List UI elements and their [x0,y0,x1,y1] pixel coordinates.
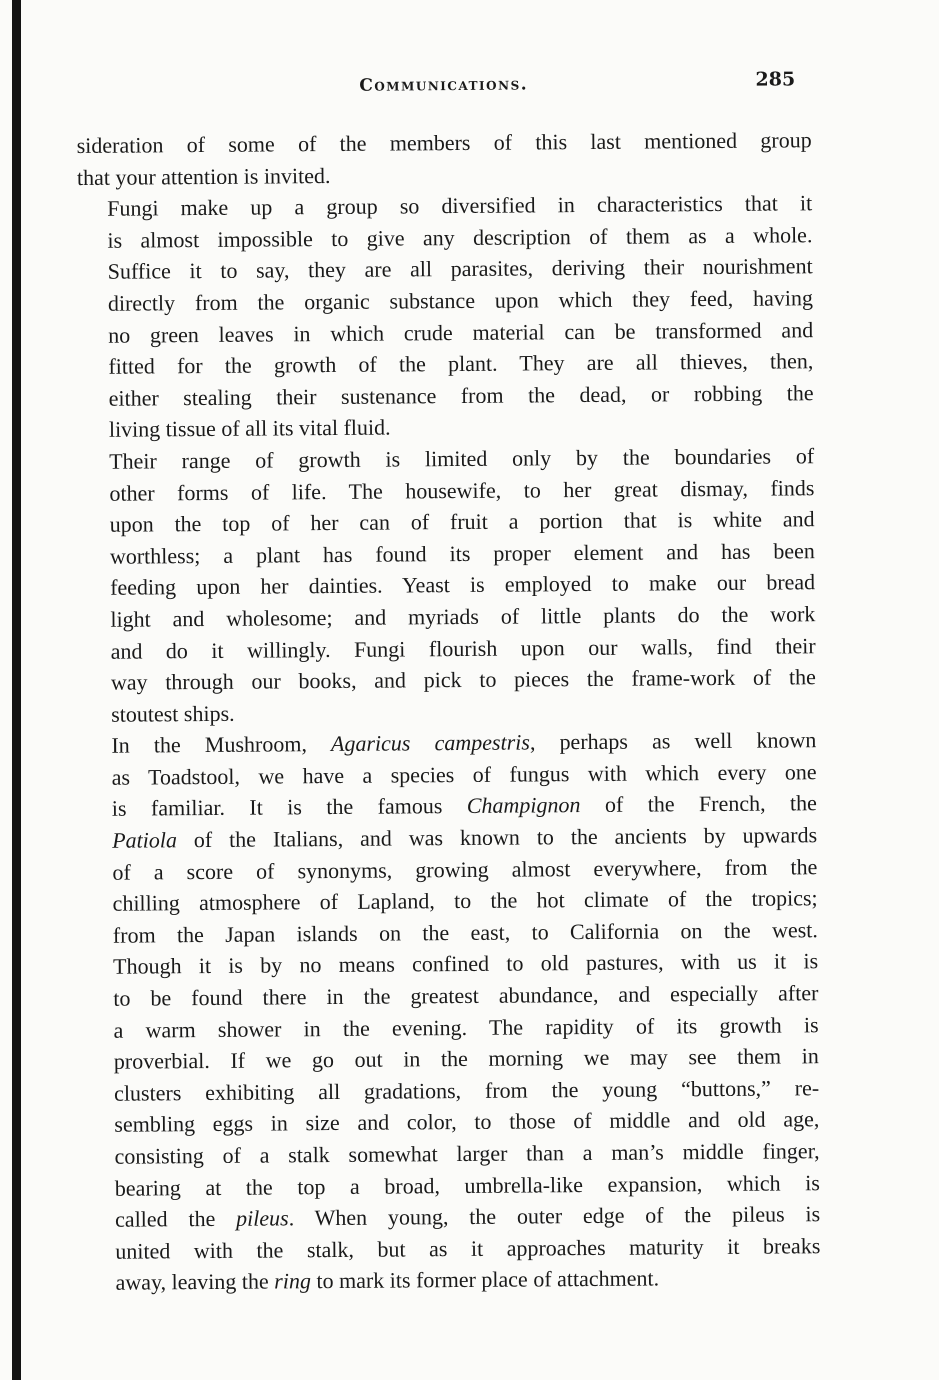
text-line: is almost impossible to give any description of them as a whole. [107,222,813,253]
text-line: Fungi make up a group so diversified in characteristics that it [107,190,813,221]
text-line: other forms of life. The housewife, to her great dismay, finds [109,474,815,506]
text-line: Suffice it to say, they are all parasites, deriving their nourishment [107,253,813,285]
paragraph-1 [77,124,812,193]
text-line: of a score of synonyms, growing almost everywhere, from the [112,853,818,885]
text-line: way through our books, and pick to pieces the frame-work of the [110,664,816,695]
text-line: is familiar. It is the famous Champignon of the French, the [111,790,817,822]
text-line: chilling atmosphere of Lapland, to the hot climate of the tropics; [112,885,818,916]
text-line: feeding upon her dainties. Yeast is employed to make our bread [110,569,816,601]
text-line: light and wholesome; and myriads of little plants do the work [110,601,816,632]
text-line: proverbial. If we go out in the morning we may see them in [113,1043,819,1074]
text-line: directly from the organic substance upon which they feed, having [107,285,813,316]
text-line: fitted for the growth of the plant. They are all thieves, then, [108,348,814,379]
text-line: no green leaves in which crude material can be transformed and [108,316,814,348]
text-line: living tissue of all its vital fluid. [108,414,391,443]
page-number: 285 [755,68,796,91]
paragraph-2 [77,187,814,446]
text-line: sideration of some of the members of this last mentioned group [76,127,812,158]
text-line: In the Mushroom, Agaricus campestris, perhaps as well known [111,727,817,759]
text-line: a warm shower in the evening. The rapidity of its growth is [113,1011,819,1043]
text-line: and do it willingly. Fungi flourish upon our walls, find their [110,632,816,664]
paragraph-3 [79,440,816,730]
text-line: either stealing their sustenance from the dead, or robbing the [108,379,814,411]
text-line: away, leaving the ring to mark its former place of attachment. [115,1265,660,1296]
text-line: Patiola of the Italians, and was known to the ancients by upwards [112,822,818,853]
text-line: sembling eggs in size and color, to those of middle and old age, [114,1106,820,1138]
text-line: as Toadstool, we have a species of fungus with which every one [111,759,817,790]
text-line: united with the stalk, but as it approaches maturity it breaks [115,1232,821,1264]
running-title: Communications. [359,74,529,96]
text-line: Their range of growth is limited only by the boundaries of [109,443,815,474]
text-line: stoutest ships. [111,700,235,727]
text-line: consisting of a stalk somewhat larger than a man’s middle finger, [114,1138,820,1169]
text-line: bearing at the top a broad, umbrella-like expansion, which is [114,1169,820,1201]
book-binding-edge [12,0,21,1380]
text-line: to be found there in the greatest abundance, and especially after [113,980,819,1011]
text-line: upon the top of her can of fruit a portion that is white and [109,506,815,537]
text-line: that your attention is invited. [76,162,331,190]
text-line: from the Japan islands on the east, to California on the west. [112,917,818,948]
text-line: worthless; a plant has found its proper element and has been [109,537,815,569]
book-page [76,54,821,1299]
running-head [76,54,811,100]
paragraph-4 [81,724,820,1298]
body-text [77,124,821,1299]
text-line: clusters exhibiting all gradations, from the young “buttons,” re- [114,1075,820,1106]
text-line: called the pileus. When young, the outer edge of the pileus is [115,1201,821,1232]
text-line: Though it is by no means confined to old pastures, with us it is [113,948,819,980]
